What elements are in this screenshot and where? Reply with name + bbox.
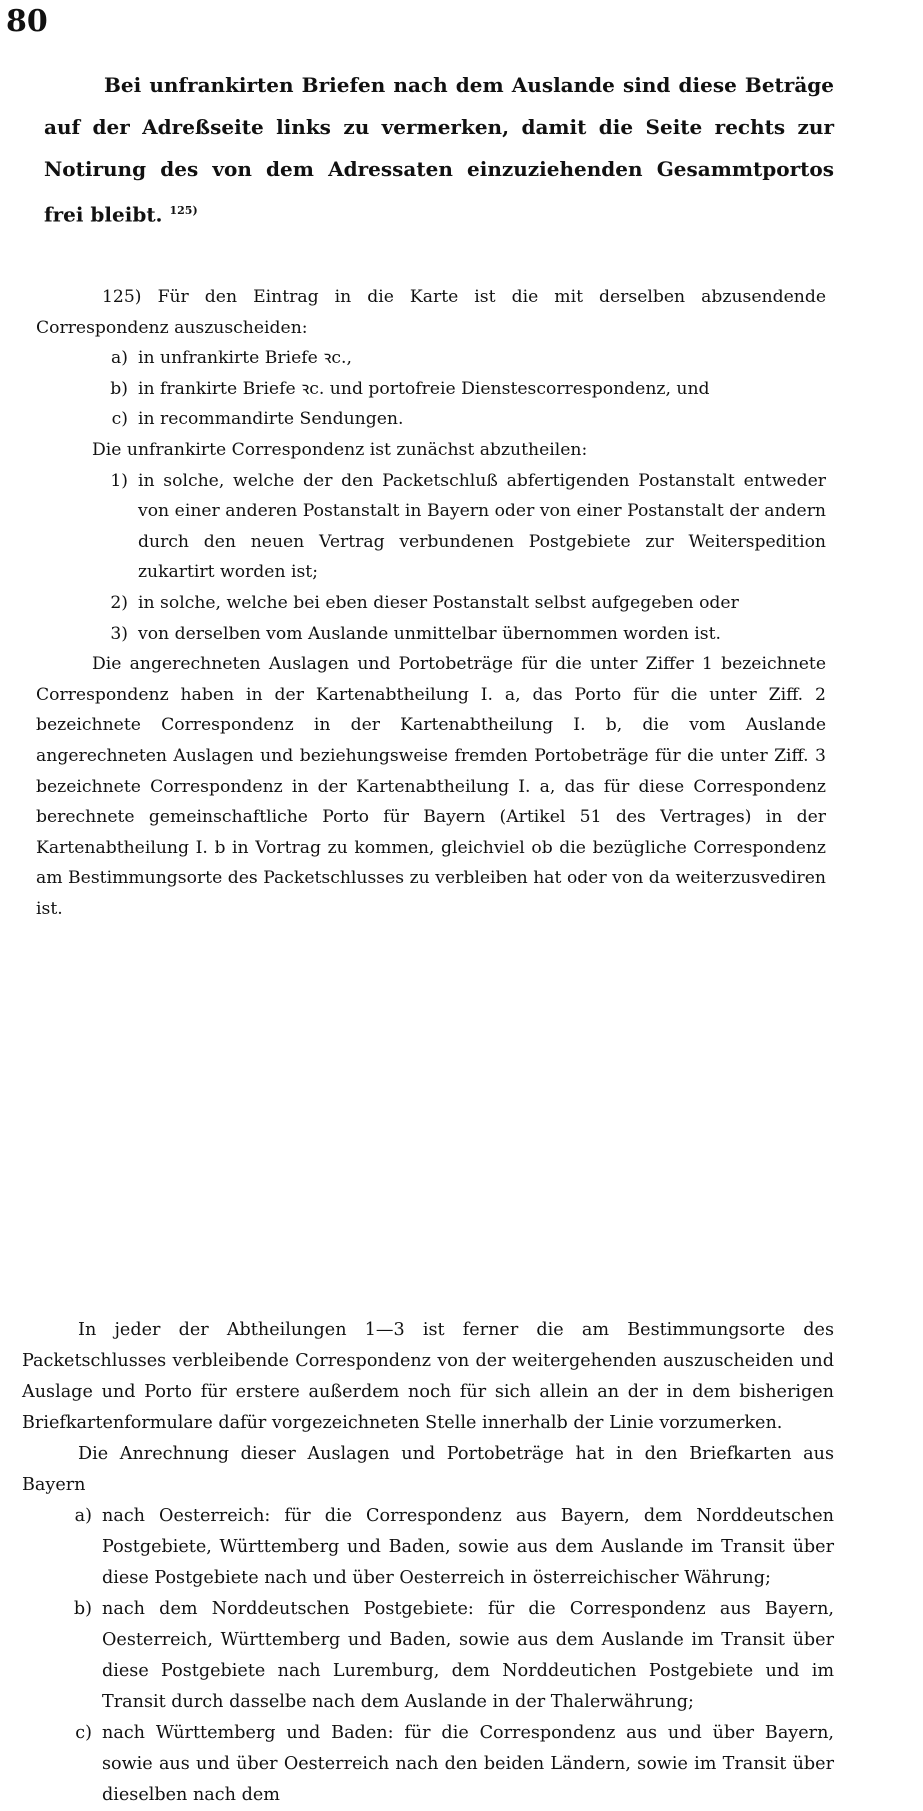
destination-list <box>22 1501 834 1811</box>
footnote-continuation <box>22 1315 834 1811</box>
list-item-text: in frankirte Briefe ꝛc. und portofreie Dienstescorrespondenz, und <box>138 378 710 399</box>
division-list <box>66 466 826 650</box>
list-item-text: in recommandirte Sendungen. <box>138 409 404 430</box>
list-item <box>66 588 826 619</box>
list-item <box>22 1594 834 1718</box>
list-item-label: b) <box>110 378 128 399</box>
list-item <box>66 619 826 650</box>
list-item-text: von derselben vom Auslande unmittelbar übernommen worden ist. <box>138 623 721 644</box>
division-intro: Die unfrankirte Correspondenz ist zunächst abzutheilen: <box>92 439 588 460</box>
list-item <box>22 1501 834 1594</box>
list-item-text: nach Oesterreich: für die Correspondenz aus Bayern, dem Norddeutschen Postgebiete, Württemberg und Baden, sowie aus dem Auslande im Transit über diese Postgebiete nach und über Oesterreich in österreichischer Währung; <box>102 1506 834 1588</box>
page-number: 80 <box>6 4 48 39</box>
paragraph-separation: In jeder der Abtheilungen 1—3 ist ferner die am Bestimmungsorte des Packetschlusses verbleibende Correspondenz von der weitergehenden auszuscheiden und Auslage und Porto für erstere außerdem noch für sich allein an der in dem bisherigen Briefkartenformulare dafür vorgezeichneten Stelle innerhalb der Linie vorzumerken. <box>22 1320 834 1433</box>
list-item-label: a) <box>111 348 128 369</box>
intro-text: Bei unfrankirten Briefen nach dem Auslande sind diese Beträge auf der Adreßseite links zu vermerken, damit die Seite rechts zur Notirung des von dem Adressaten einzuziehenden Gesammtportos frei bleibt. <box>44 73 834 227</box>
list-item-label: 1) <box>110 470 128 491</box>
footnote-opening-text: Für den Eintrag in die Karte ist die mit derselben abzusendende Correspondenz auszuscheiden: <box>36 287 827 338</box>
category-list <box>66 343 826 435</box>
list-item <box>66 404 826 435</box>
list-item-label: b) <box>73 1599 92 1619</box>
list-item <box>66 374 826 405</box>
footnote-reference: 125) <box>169 204 198 217</box>
list-item <box>66 466 826 588</box>
footnote-marker: 125) <box>102 287 142 307</box>
footnote-opening <box>36 282 826 343</box>
list-item-text: nach Württemberg und Baden: für die Correspondenz aus und über Bayern, sowie aus und über Oesterreich nach den beiden Ländern, sowie im Transit über dieselben nach dem <box>102 1723 834 1805</box>
list-item <box>22 1718 834 1811</box>
intro-paragraph <box>44 64 834 236</box>
list-item-text: in solche, welche bei eben dieser Postanstalt selbst aufgegeben oder <box>138 592 739 613</box>
paragraph-accounting: Die Anrechnung dieser Auslagen und Portobeträge hat in den Briefkarten aus Bayern <box>22 1444 834 1495</box>
footnote-block <box>36 282 826 924</box>
list-item-label: 3) <box>110 623 128 644</box>
list-item-label: a) <box>74 1506 92 1526</box>
list-item-label: 2) <box>110 592 128 613</box>
list-item-text: nach dem Norddeutschen Postgebiete: für die Correspondenz aus Bayern, Oesterreich, Württemberg und Baden, sowie aus dem Auslande im Transit über diese Postgebiete nach Luremburg, dem Norddeutichen Postgebiete und im Transit durch dasselbe nach dem Auslande in der Thalerwährung; <box>102 1599 834 1712</box>
list-item-text: in unfrankirte Briefe ꝛc., <box>138 348 352 369</box>
list-item-label: c) <box>111 409 128 430</box>
list-item-text: in solche, welche der den Packetschluß abfertigenden Postanstalt entweder von einer anderen Postanstalt in Bayern oder von einer Postanstalt der andern durch den neuen Vertrag verbundenen Postgebiete zur Weiterspedition zukartirt worden ist; <box>138 470 826 583</box>
list-item-label: c) <box>75 1723 92 1743</box>
list-item <box>66 343 826 374</box>
paragraph-allocation: Die angerechneten Auslagen und Portobeträge für die unter Ziffer 1 bezeichnete Correspondenz haben in der Kartenabtheilung I. a, das Porto für die unter Ziff. 2 bezeichnete Correspondenz in der Kartenabtheilung I. b, die vom Auslande angerechneten Auslagen und beziehungsweise fremden Portobeträge für die unter Ziff. 3 bezeichnete Correspondenz in der Kartenabtheilung I. a, das für diese Correspondenz berechnete gemeinschaftliche Porto für Bayern (Artikel 51 des Vertrages) in der Kartenabtheilung I. b in Vortrag zu kommen, gleichviel ob die bezügliche Correspondenz am Bestimmungsorte des Packetschlusses zu verbleiben hat oder von da weiterzusvediren ist. <box>36 654 826 919</box>
